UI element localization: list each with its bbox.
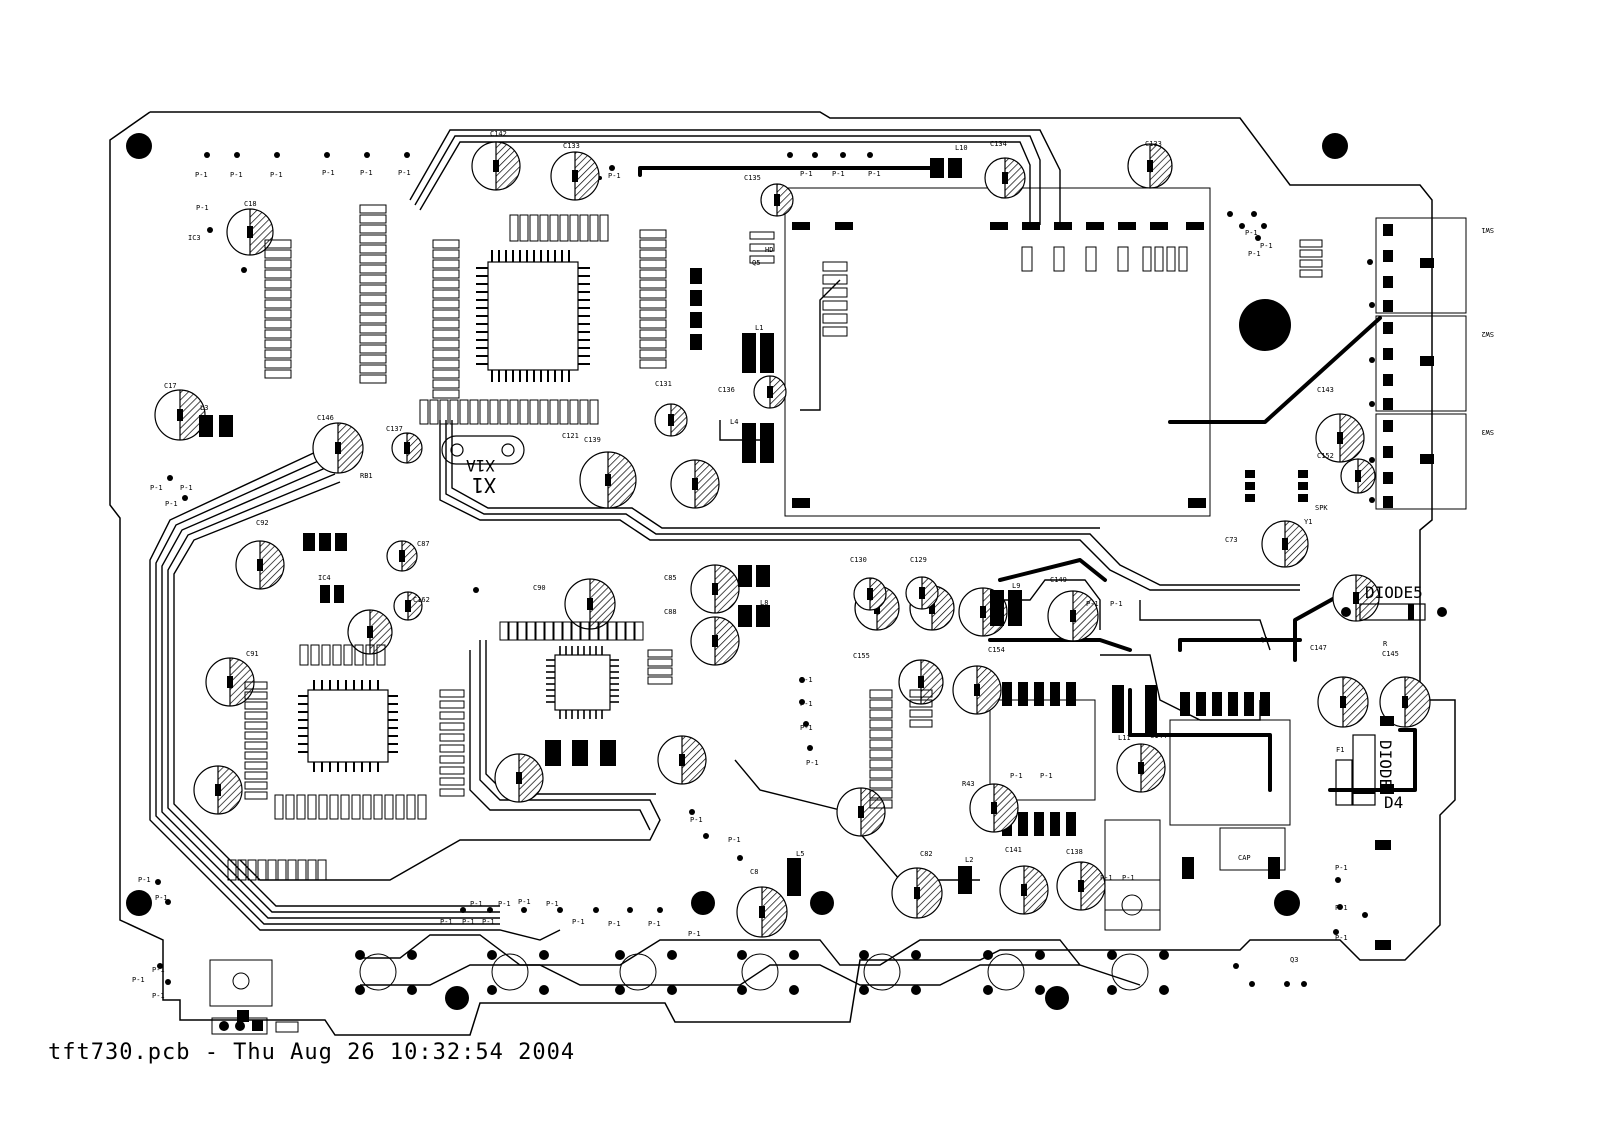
label-c142: C142	[490, 130, 507, 138]
label-l9: L9	[1012, 582, 1021, 590]
via	[657, 907, 663, 913]
label-c90: C90	[533, 584, 546, 592]
via	[241, 267, 247, 273]
label-l4: L4	[730, 418, 739, 426]
mounting-holes	[126, 133, 1348, 1010]
testpoint-p1-label: P-1	[196, 204, 209, 212]
via	[1249, 981, 1255, 987]
testpoint-p1-label: P-1	[165, 500, 178, 508]
via	[1233, 963, 1239, 969]
testpoint-p1-label: P-1	[648, 920, 661, 928]
via	[167, 475, 173, 481]
via	[364, 152, 370, 158]
testpoint-p1-label: P-1	[608, 920, 621, 928]
via	[487, 907, 493, 913]
testpoint-p1-label: P-1	[1260, 242, 1273, 250]
via	[207, 227, 213, 233]
via	[840, 152, 846, 158]
via	[404, 152, 410, 158]
via	[1301, 981, 1307, 987]
via	[703, 833, 709, 839]
label-r: R	[1383, 640, 1388, 648]
testpoint-p1-label: P-1	[1100, 874, 1113, 882]
diode-d4	[1353, 735, 1375, 805]
label-c145: C145	[1382, 650, 1399, 658]
testpoint-p1-label: P-1	[1110, 600, 1123, 608]
label-x1a: X1A	[466, 456, 495, 475]
label-c154: C154	[988, 646, 1005, 654]
capacitor-34	[655, 404, 687, 436]
via	[867, 152, 873, 158]
pad-array-15	[648, 650, 672, 684]
testpoint-p1-label: P-1	[518, 898, 531, 906]
testpoint-p1-label: P-1	[462, 918, 475, 926]
testpoint-p1-label: P-1	[230, 171, 243, 179]
testpoint-p1-label: P-1	[1335, 864, 1348, 872]
via	[1284, 981, 1290, 987]
testpoint-p1-label: P-1	[482, 918, 495, 926]
label-l8: L8	[760, 599, 769, 607]
pad-array-12	[870, 690, 892, 808]
testpoint-p1-label: P-1	[180, 484, 193, 492]
lcd-module-small-pads	[823, 247, 1187, 336]
capacitor-4	[985, 158, 1025, 198]
via	[234, 152, 240, 158]
label-c162: C162	[413, 596, 430, 604]
capacitor-10	[236, 541, 284, 589]
pad-array-16	[1300, 240, 1322, 277]
testpoint-p1-label: P-1	[440, 918, 453, 926]
capacitor-40	[892, 868, 942, 918]
pad-array-1	[265, 240, 291, 378]
label-c73: C73	[1225, 536, 1238, 544]
via	[627, 907, 633, 913]
testpoint-p1-label: P-1	[152, 992, 165, 1000]
testpoint-p1-label: P-1	[800, 700, 813, 708]
capacitor-28	[1341, 459, 1375, 493]
capacitor-45	[495, 754, 543, 802]
via	[165, 979, 171, 985]
label-c146: C146	[317, 414, 334, 422]
label-c134: C134	[990, 140, 1007, 148]
via	[521, 907, 527, 913]
via	[1362, 912, 1368, 918]
testpoint-p1-label: P-1	[398, 169, 411, 177]
testpoint-p1-label: P-1	[800, 724, 813, 732]
label-c144: C144	[1150, 732, 1167, 740]
label-r43: R43	[962, 780, 975, 788]
via	[1335, 877, 1341, 883]
label-l3: L3	[200, 404, 209, 412]
via	[1227, 211, 1233, 217]
testpoint-p1-label: P-1	[322, 169, 335, 177]
label-spk: SPK	[1315, 504, 1328, 512]
label-c8: C8	[750, 868, 759, 876]
capacitor-38	[837, 788, 885, 836]
capacitor-6	[155, 390, 205, 440]
testpoint-p1-label: P-1	[155, 894, 168, 902]
label-c87: C87	[417, 540, 430, 548]
testpoint-p1-label: P-1	[150, 484, 163, 492]
capacitor-31	[1318, 677, 1368, 727]
testpoint-p1-label: P-1	[195, 171, 208, 179]
capacitor-16	[691, 565, 739, 613]
label-c129: C129	[910, 556, 927, 564]
via	[1261, 223, 1267, 229]
label-y1: Y1	[1304, 518, 1313, 526]
label-diode4-name: DIODE	[1376, 740, 1395, 789]
label-c133a: C133	[563, 142, 580, 150]
label-c18: C18	[244, 200, 257, 208]
capacitor-37	[761, 184, 793, 216]
pad-array-9	[500, 622, 643, 640]
via	[609, 165, 615, 171]
testpoint-p1-label: P-1	[690, 816, 703, 824]
capacitor-23	[1048, 591, 1098, 641]
capacitor-41	[1000, 866, 1048, 914]
capacitor-39	[970, 784, 1018, 832]
pad-array-5	[510, 215, 608, 241]
via	[182, 495, 188, 501]
switch-pads	[1383, 224, 1434, 508]
label-c92: C92	[256, 519, 269, 527]
pad-array-4	[640, 230, 666, 368]
label-x1: X1	[471, 473, 496, 497]
via	[593, 907, 599, 913]
testpoint-p1-label: P-1	[1010, 772, 1023, 780]
label-q5: Q5	[752, 259, 761, 267]
testpoint-p1-label: P-1	[832, 170, 845, 178]
capacitor-3	[1128, 144, 1172, 188]
testpoint-p1-label: P-1	[1040, 772, 1053, 780]
testpoint-p1-label: P-1	[1245, 229, 1258, 237]
lcd-module-pads	[792, 222, 1206, 508]
lcd-module-outline	[785, 188, 1210, 516]
capacitor-1	[472, 142, 520, 190]
testpoint-p1-label: P-1	[1122, 874, 1135, 882]
capacitor-33	[754, 376, 786, 408]
label-c143: C143	[1317, 386, 1334, 394]
capacitor-44	[658, 736, 706, 784]
label-c147: C147	[1310, 644, 1327, 652]
testpoint-p1-label: P-1	[138, 876, 151, 884]
pad-array-10	[275, 795, 426, 819]
via	[787, 152, 793, 158]
pad-array-2	[360, 205, 386, 383]
label-c130: C130	[850, 556, 867, 564]
file-caption: tft730.pcb - Thu Aug 26 10:32:54 2004	[48, 1040, 576, 1065]
capacitor-35	[580, 452, 636, 508]
label-l2: L2	[965, 856, 974, 864]
via	[812, 152, 818, 158]
label-l5: L5	[796, 850, 805, 858]
testpoint-p1-label: P-1	[132, 976, 145, 984]
capacitor-20	[854, 578, 886, 610]
capacitor-2	[551, 152, 599, 200]
testpoint-p1-label: P-1	[728, 836, 741, 844]
label-c133b: C133	[1145, 140, 1162, 148]
capacitor-9	[387, 541, 417, 571]
label-hd: HD	[765, 246, 774, 254]
via	[1369, 302, 1375, 308]
via	[473, 587, 479, 593]
label-l10: L10	[955, 144, 968, 152]
label-c131: C131	[655, 380, 672, 388]
label-ic4: IC4	[318, 574, 331, 582]
via	[807, 745, 813, 751]
via	[460, 907, 466, 913]
capacitor-17	[691, 617, 739, 665]
label-ic3: IC3	[188, 234, 201, 242]
via	[1251, 211, 1257, 217]
bottom-right-regulator	[1105, 880, 1160, 930]
testpoint-p1-label: P-1	[1248, 250, 1261, 258]
testpoint-p1-label: P-1	[608, 172, 621, 180]
testpoint-p1-label: P-1	[868, 170, 881, 178]
label-sw3: SW3	[1481, 428, 1494, 436]
label-q3: Q3	[1290, 956, 1299, 964]
testpoint-p1-label: P-1	[688, 930, 701, 938]
ic-main-mcu	[476, 250, 590, 382]
label-f1: F1	[1336, 746, 1345, 754]
via	[324, 152, 330, 158]
testpoint-p1-label: P-1	[800, 170, 813, 178]
push-buttons	[355, 950, 1169, 995]
via	[1369, 357, 1375, 363]
label-diode4-ref: D4	[1384, 793, 1404, 812]
capacitor-12	[194, 766, 242, 814]
capacitor-42	[1057, 862, 1105, 910]
capacitor-7	[313, 423, 363, 473]
label-c149: C149	[1050, 576, 1067, 584]
pad-array-8	[440, 690, 464, 796]
label-sw1: SW1	[1481, 226, 1494, 234]
via	[689, 809, 695, 815]
fuse-f1	[1336, 760, 1352, 805]
label-c85: C85	[664, 574, 677, 582]
testpoint-p1-label: P-1	[470, 900, 483, 908]
label-cap: CAP	[1238, 854, 1251, 862]
label-c155: C155	[853, 652, 870, 660]
via	[155, 879, 161, 885]
testpoint-p1-label: P-1	[1335, 904, 1348, 912]
label-c88: C88	[664, 608, 677, 616]
label-diode5: DIODE5	[1365, 583, 1423, 602]
testpoint-p1-label: P-1	[498, 900, 511, 908]
label-c91: C91	[246, 650, 259, 658]
label-c82: C82	[920, 850, 933, 858]
testpoint-p1-label: P-1	[152, 966, 165, 974]
label-l1: L1	[755, 324, 764, 332]
via	[1367, 259, 1373, 265]
pad-array-7	[245, 682, 267, 799]
testpoint-p1-label: P-1	[806, 759, 819, 767]
ic-scaler	[298, 680, 398, 772]
label-c17: C17	[164, 382, 177, 390]
testpoint-p1-label: P-1	[800, 676, 813, 684]
label-l11: L11	[1118, 734, 1131, 742]
label-c135: C135	[744, 174, 761, 182]
testpoint-p1-label: P-1	[1335, 934, 1348, 942]
label-rb1: RB1	[360, 472, 373, 480]
capacitor-29	[1262, 521, 1308, 567]
pad-array-3	[433, 240, 459, 398]
capacitor-21	[906, 577, 938, 609]
via	[1369, 401, 1375, 407]
label-c121: C121	[562, 432, 579, 440]
regulator-pads	[219, 1020, 263, 1031]
testpoint-p1-label: P-1	[360, 169, 373, 177]
capacitor-26	[1117, 744, 1165, 792]
label-c137: C137	[386, 425, 403, 433]
via	[204, 152, 210, 158]
label-c141: C141	[1005, 846, 1022, 854]
label-c139: C139	[584, 436, 601, 444]
testpoint-p1-label: P-1	[1086, 600, 1099, 608]
via	[274, 152, 280, 158]
label-q1: Q1	[1260, 636, 1269, 644]
capacitor-25	[953, 666, 1001, 714]
via	[1369, 497, 1375, 503]
via	[1369, 457, 1375, 463]
capacitor-43	[737, 887, 787, 937]
via	[737, 855, 743, 861]
label-c136: C136	[718, 386, 735, 394]
capacitor-36	[671, 460, 719, 508]
label-c152: C152	[1317, 452, 1334, 460]
ic-adc	[546, 646, 619, 719]
capacitor-8	[392, 433, 422, 463]
label-c138: C138	[1066, 848, 1083, 856]
testpoint-p1-label: P-1	[572, 918, 585, 926]
testpoint-p1-label: P-1	[546, 900, 559, 908]
label-sw2: SW2	[1481, 330, 1494, 338]
testpoint-p1-label: P-1	[270, 171, 283, 179]
